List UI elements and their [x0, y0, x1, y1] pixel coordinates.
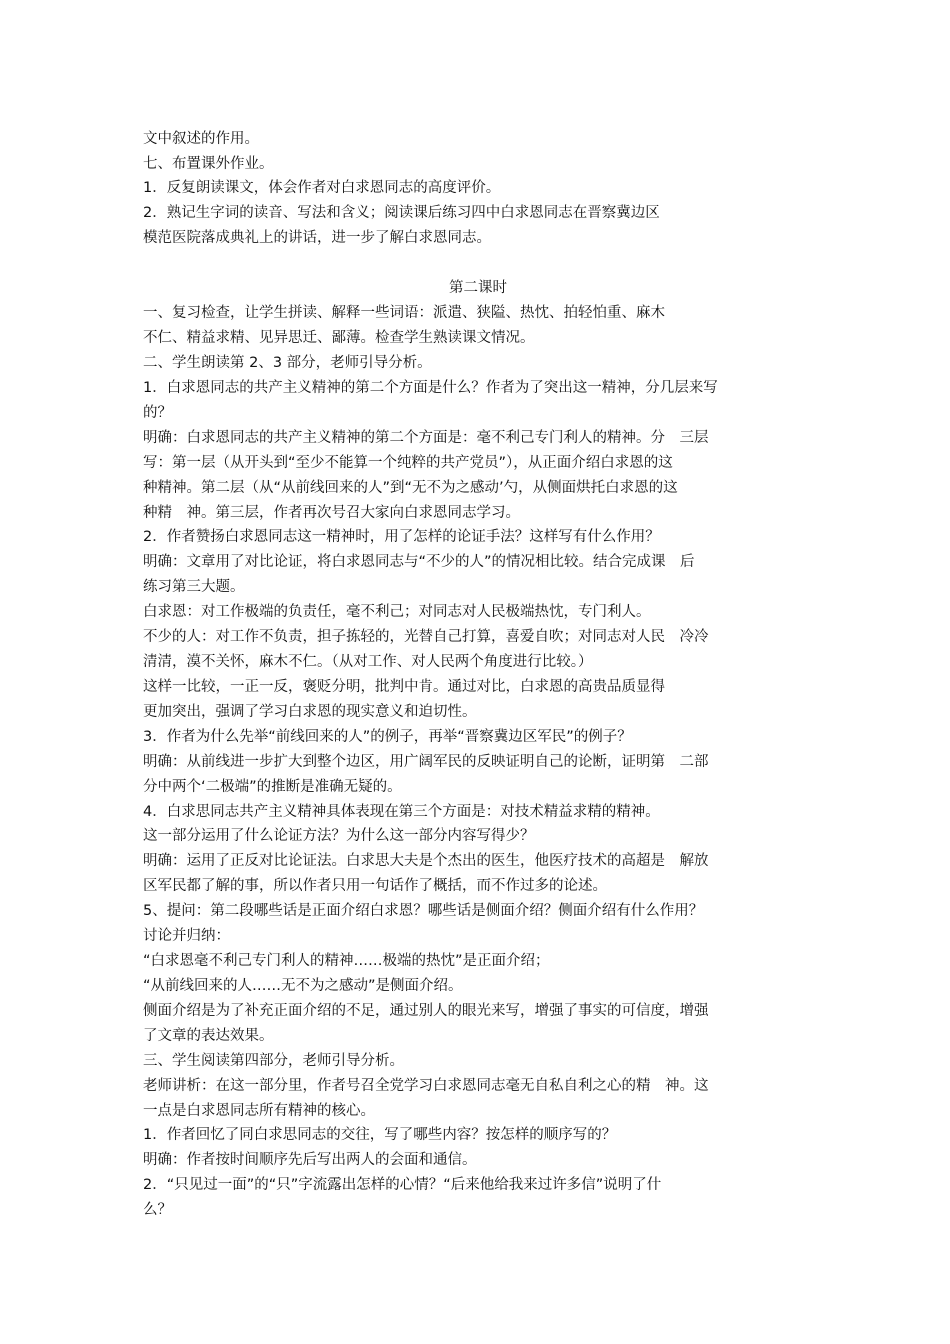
text-line: 侧面介绍是为了补充正面介绍的不足，通过别人的眼光来写，增强了事实的可信度，增强 — [143, 1003, 709, 1019]
text-line: 4．白求思同志共产主义精神具体表现在第三个方面是：对技术精益求精的精神。 — [143, 804, 660, 820]
text-line: 了文章的表达效果。 — [143, 1028, 274, 1044]
text-line: 七、布置课外作业。 — [143, 156, 274, 172]
text-line: 讨论并归纳： — [143, 928, 230, 944]
text-line: 明确：运用了正反对比论证法。白求思大夫是个杰出的医生，他医疗技术的高超是 解放 — [143, 853, 709, 869]
text-line: 2．熟记生字词的读音、写法和含义；阅读课后练习四中白求恩同志在晋察冀边区 — [143, 205, 660, 221]
text-line: 分中两个‘二极端”的推断是准确无疑的。 — [143, 779, 402, 795]
text-line: 这一部分运用了什么论证方法？为什么这一部分内容写得少？ — [143, 828, 535, 844]
text-line: 一点是白求恩同志所有精神的核心。 — [143, 1103, 375, 1119]
text-line: 练习第三大题。 — [143, 579, 245, 595]
text-line: 更加突出，强调了学习白求恩的现实意义和迫切性。 — [143, 704, 477, 720]
text-line: 这样一比较，一正一反，褒贬分明，批判中肯。通过对比，白求恩的高贵品质显得 — [143, 679, 665, 695]
text-line: 清清，漠不关怀，麻木不仁。（从对工作、对人民两个角度进行比较。） — [143, 654, 593, 670]
text-line: 老师讲析：在这一部分里，作者号召全党学习白求恩同志毫无自私自利之心的精 神。这 — [143, 1078, 709, 1094]
text-line: 明确：作者按时间顺序先后写出两人的会面和通信。 — [143, 1152, 477, 1168]
text-line: 2．作者赞扬白求恩同志这一精神时，用了怎样的论证手法？这样写有什么作用？ — [143, 529, 660, 545]
text-line: 写：第一层（从开头到“至少不能算一个纯粹的共产党员”），从正面介绍白求恩的这 — [143, 455, 673, 471]
section-heading: 第二课时 — [449, 280, 507, 296]
text-line: 3．作者为什么先举“前线回来的人”的例子，再举“晋察冀边区军民”的例子？ — [143, 729, 632, 745]
text-line: 种精神。第二层（从“从前线回来的人”到“无不为之感动’勺，从侧面烘托白求恩的这 — [143, 480, 678, 496]
text-line: 明确：从前线进一步扩大到整个边区，用广阔军民的反映证明自己的论断，证明第 二部 — [143, 754, 709, 770]
text-line: 二、学生朗读第 2、3 部分，老师引导分析。 — [143, 355, 432, 371]
text-line: 文中叙述的作用。 — [143, 131, 259, 147]
text-line: “白求恩毫不利己专门利人的精神……极端的热忱”是正面介绍； — [143, 953, 550, 969]
text-line: 一、复习检查，让学生拼读、解释一些词语：派遣、狭隘、热忱、拍轻怕重、麻木 — [143, 305, 665, 321]
text-line: 5、提问：第二段哪些话是正面介绍白求恩？哪些话是侧面介绍？侧面介绍有什么作用？ — [143, 903, 704, 919]
text-line: 1．白求恩同志的共产主义精神的第二个方面是什么？作者为了突出这一精神，分几层来写 — [143, 380, 718, 396]
text-line: “从前线回来的人……无不为之感动”是侧面介绍。 — [143, 978, 463, 994]
text-line: 不少的人：对工作不负责，担子拣轻的，光替自己打算，喜爱自吹；对同志对人民 冷冷 — [143, 629, 709, 645]
text-line: 1．反复朗读课文，体会作者对白求恩同志的高度评价。 — [143, 180, 501, 196]
text-line: 的？ — [143, 405, 172, 421]
text-line: 2．“只见过一面”的“只”字流露出怎样的心情？“后来他给我来过许多信”说明了什 — [143, 1177, 662, 1193]
text-line: 模范医院落成典礼上的讲话，进一步了解白求恩同志。 — [143, 230, 491, 246]
text-line: 明确：文章用了对比论证，将白求恩同志与“不少的人”的情况相比较。结合完成课 后 — [143, 554, 695, 570]
text-line: 白求恩：对工作极端的负责任，毫不利己；对同志对人民极端热忱，专门利人。 — [143, 604, 651, 620]
text-line: 区军民都了解的事，所以作者只用一句话作了概括，而不作过多的论述。 — [143, 878, 607, 894]
text-line: 不仁、精益求精、见异思迁、鄙薄。检查学生熟读课文情况。 — [143, 330, 535, 346]
text-line: 种精 神。第三层，作者再次号召大家向白求恩同志学习。 — [143, 505, 520, 521]
text-line: 三、学生阅读第四部分，老师引导分析。 — [143, 1053, 404, 1069]
text-line: 明确：白求恩同志的共产主义精神的第二个方面是：毫不利己专门利人的精神。分 三层 — [143, 430, 709, 446]
text-line: 么？ — [143, 1202, 172, 1218]
text-line: 1．作者回忆了同白求思同志的交往，写了哪些内容？按怎样的顺序写的？ — [143, 1127, 617, 1143]
